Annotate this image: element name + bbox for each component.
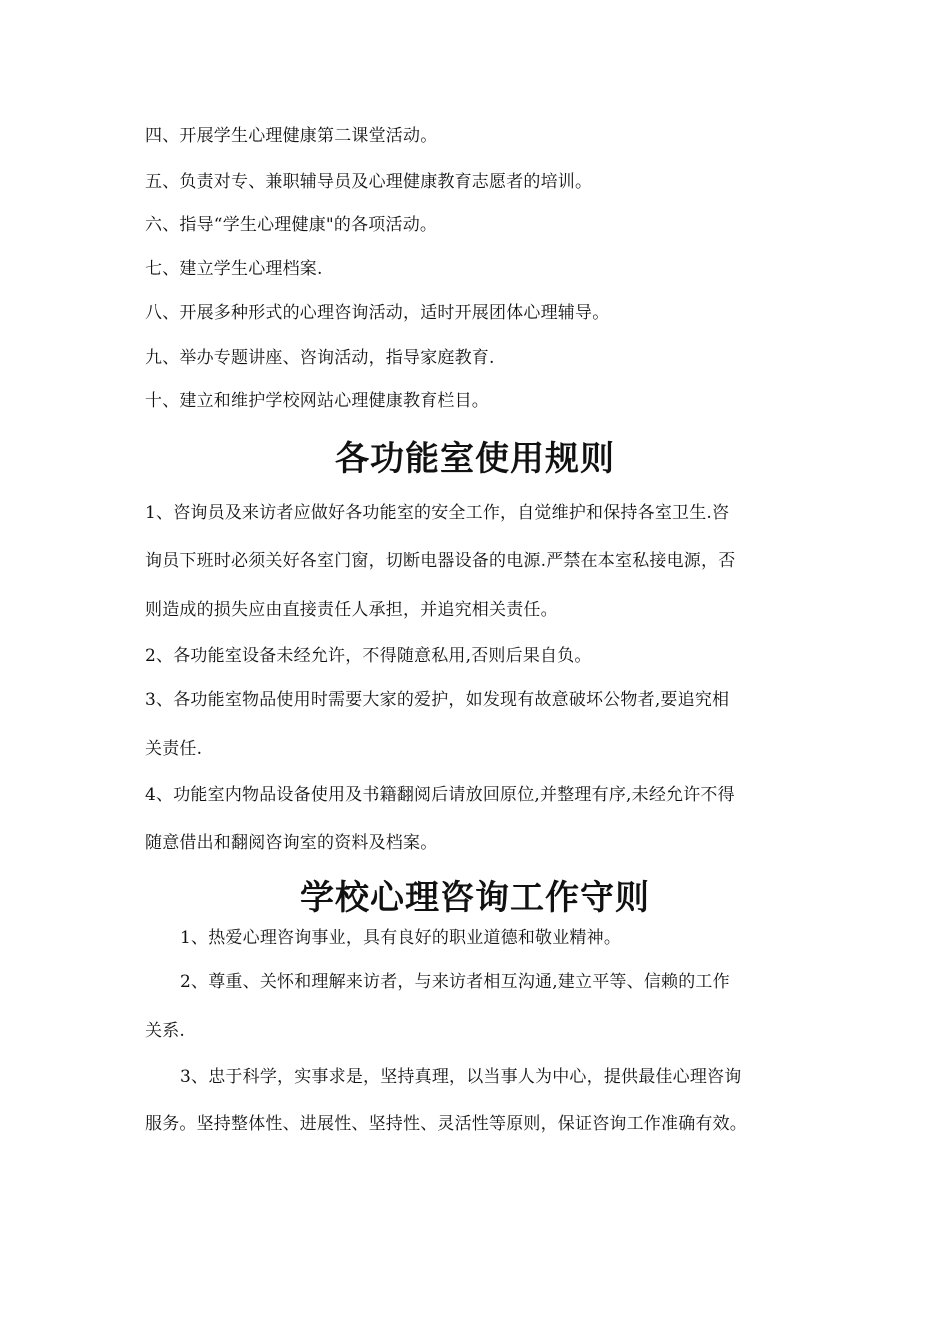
- duty-item-8: 八、开展多种形式的心理咨询活动，适时开展团体心理辅导。: [145, 303, 610, 323]
- rules-line: 关责任.: [145, 739, 203, 759]
- rules-line: 1、咨询员及来访者应做好各功能室的安全工作，自觉维护和保持各室卫生.咨: [145, 503, 730, 523]
- duty-item-9: 九、举办专题讲座、咨询活动，指导家庭教育.: [145, 348, 495, 368]
- duty-item-7: 七、建立学生心理档案.: [145, 259, 323, 279]
- rules-line: 3、各功能室物品使用时需要大家的爱护，如发现有故意破坏公物者,要追究相: [145, 690, 730, 710]
- duty-item-10: 十、建立和维护学校网站心理健康教育栏目。: [145, 391, 489, 411]
- rules-line: 2、各功能室设备未经允许，不得随意私用,否则后果自负。: [145, 646, 592, 666]
- principles-line: 3、忠于科学，实事求是，坚持真理，以当事人为中心，提供最佳心理咨询: [180, 1067, 742, 1087]
- duty-item-4: 四、开展学生心理健康第二课堂活动。: [145, 126, 438, 146]
- rules-section-title: 各功能室使用规则: [335, 439, 615, 479]
- duty-item-6: 六、指导“学生心理健康"的各项活动。: [145, 215, 438, 235]
- duty-item-5: 五、负责对专、兼职辅导员及心理健康教育志愿者的培训。: [145, 172, 593, 192]
- principles-line: 1、热爱心理咨询事业，具有良好的职业道德和敬业精神。: [180, 928, 622, 948]
- rules-line: 则造成的损失应由直接责任人承担，并追究相关责任。: [145, 600, 558, 620]
- principles-section-title: 学校心理咨询工作守则: [300, 878, 650, 918]
- rules-line: 随意借出和翻阅咨询室的资料及档案。: [145, 833, 438, 853]
- principles-line: 关系.: [145, 1021, 186, 1041]
- rules-line: 4、功能室内物品设备使用及书籍翻阅后请放回原位,并整理有序,未经允许不得: [145, 785, 735, 805]
- rules-line: 询员下班时必须关好各室门窗，切断电器设备的电源.严禁在本室私接电源，否: [145, 551, 736, 571]
- principles-line: 2、尊重、关怀和理解来访者，与来访者相互沟通,建立平等、信赖的工作: [180, 972, 730, 992]
- principles-line: 服务。坚持整体性、进展性、坚持性、灵活性等原则，保证咨询工作准确有效。: [145, 1114, 747, 1134]
